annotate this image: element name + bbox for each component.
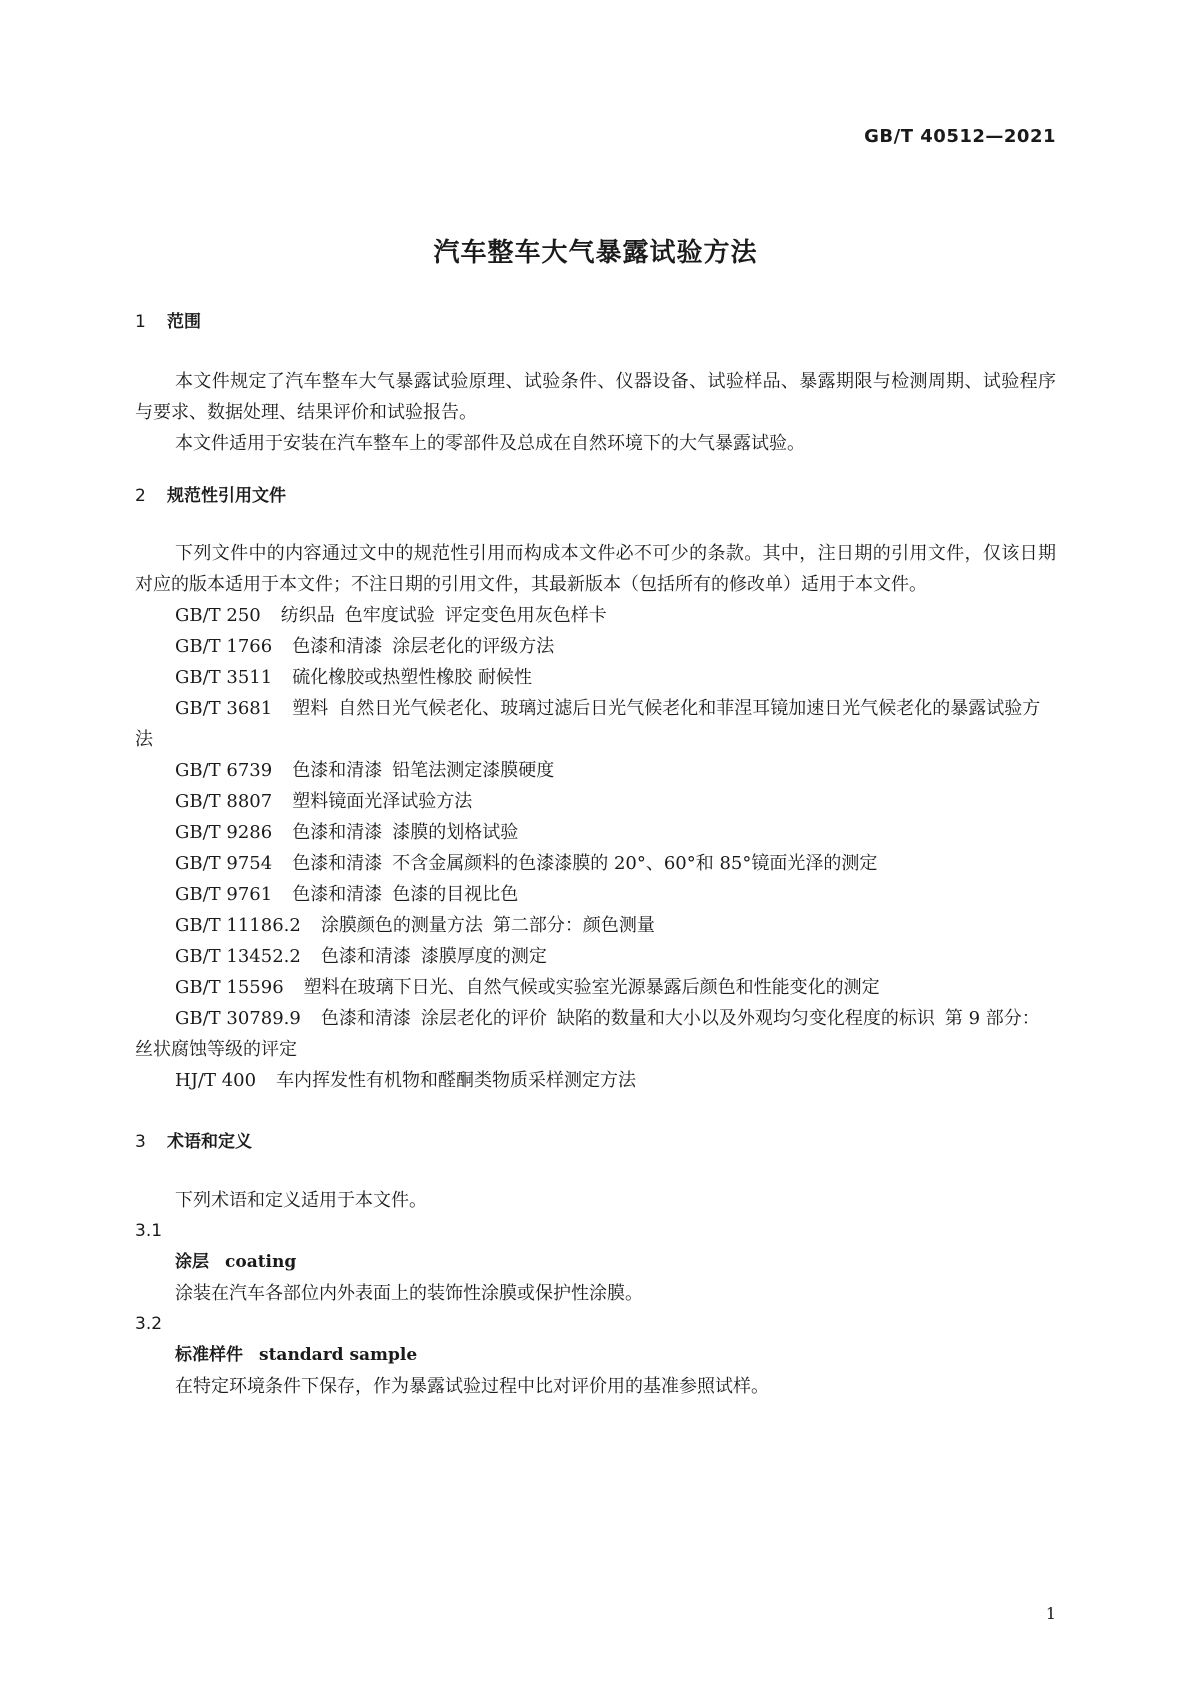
reference-title-part: 色漆和清漆 — [320, 946, 411, 967]
reference-title-part: 色漆和清漆 — [320, 1008, 411, 1029]
reference-item — [135, 755, 1056, 786]
reference-title-part: 不含金属颜料的色漆漆膜的 20°、60°和 85°镜面光泽的测定 — [392, 853, 878, 874]
reference-item — [135, 941, 1056, 972]
section-heading — [135, 1130, 1056, 1154]
reference-item — [135, 786, 1056, 817]
reference-title-part: 塑料 — [292, 698, 329, 719]
section-number: 3 — [135, 1132, 146, 1152]
reference-title-part: 第 9 部分：丝状腐蚀等级的评定 — [135, 1008, 1040, 1060]
section-number: 2 — [135, 486, 146, 506]
reference-code: GB/T 9286 — [175, 822, 273, 843]
reference-title-part: 色漆和清漆 — [292, 853, 383, 874]
reference-code: GB/T 3681 — [175, 698, 273, 719]
reference-code: GB/T 1766 — [175, 636, 273, 657]
reference-title-part: 车内挥发性有机物和醛酮类物质采样测定方法 — [276, 1070, 637, 1091]
reference-title-part: 色漆和清漆 — [292, 884, 383, 905]
reference-item — [135, 848, 1056, 879]
reference-item — [135, 631, 1056, 662]
reference-title-part: 塑料镜面光泽试验方法 — [292, 791, 473, 812]
reference-item — [135, 662, 1056, 693]
reference-title-part: 铅笔法测定漆膜硬度 — [392, 760, 555, 781]
section-title: 范围 — [167, 312, 201, 332]
reference-item — [135, 1003, 1056, 1065]
reference-title-part: 色牢度试验 — [344, 605, 435, 626]
section-heading — [135, 310, 1056, 334]
reference-title-part: 自然日光气候老化、玻璃过滤后日光气候老化和菲涅耳镜加速日光气候老化的暴露试验方法 — [135, 698, 1041, 750]
section-terms — [135, 1130, 1056, 1154]
term-name-zh: 标准样件 — [175, 1345, 243, 1365]
paragraph: 本文件适用于安装在汽车整车上的零部件及总成在自然环境下的大气暴露试验。 — [175, 433, 805, 454]
term-name — [135, 1247, 1056, 1278]
reference-code: HJ/T 400 — [175, 1070, 257, 1091]
section-scope — [135, 310, 1056, 334]
reference-list — [135, 600, 1056, 1096]
reference-code: GB/T 9754 — [175, 853, 273, 874]
term-number: 3.1 — [135, 1221, 163, 1241]
reference-code: GB/T 30789.9 — [175, 1008, 301, 1029]
section-heading — [135, 484, 1056, 508]
reference-title-part: 色漆和清漆 — [292, 636, 383, 657]
page-number: 1 — [1045, 1604, 1056, 1623]
reference-title-part: 涂膜颜色的测量方法 — [320, 915, 483, 936]
reference-title-part: 漆膜厚度的测定 — [420, 946, 547, 967]
section-title: 规范性引用文件 — [167, 486, 286, 506]
reference-title-part: 涂层老化的评级方法 — [392, 636, 555, 657]
term-name — [135, 1340, 1056, 1371]
reference-code: GB/T 11186.2 — [175, 915, 301, 936]
reference-title-part: 漆膜的划格试验 — [392, 822, 519, 843]
paragraph: 下列术语和定义适用于本文件。 — [175, 1190, 427, 1211]
reference-item — [135, 879, 1056, 910]
reference-title-part: 第二部分：颜色测量 — [492, 915, 655, 936]
reference-title-part: 塑料在玻璃下日光、自然气候或实验室光源暴露后颜色和性能变化的测定 — [303, 977, 880, 998]
reference-item — [135, 972, 1056, 1003]
term-definition: 在特定环境条件下保存，作为暴露试验过程中比对评价用的基准参照试样。 — [175, 1376, 769, 1397]
term-name-en: standard sample — [259, 1345, 418, 1365]
reference-code: GB/T 15596 — [175, 977, 284, 998]
reference-title-part: 缺陷的数量和大小以及外观均匀变化程度的标识 — [556, 1008, 935, 1029]
reference-item — [135, 693, 1056, 755]
reference-title-part: 涂层老化的评价 — [420, 1008, 547, 1029]
term-definition: 涂装在汽车各部位内外表面上的装饰性涂膜或保护性涂膜。 — [175, 1283, 643, 1304]
paragraph: 本文件规定了汽车整车大气暴露试验原理、试验条件、仪器设备、试验样品、暴露期限与检测周期、试验程序与要求、数据处理、结果评价和试验报告。 — [135, 371, 1056, 423]
reference-item — [135, 910, 1056, 941]
document-title: 汽车整车大气暴露试验方法 — [433, 238, 758, 268]
section-normative-references-body — [135, 538, 1056, 1096]
reference-code: GB/T 9761 — [175, 884, 273, 905]
reference-title-part: 色漆和清漆 — [292, 760, 383, 781]
paragraph: 下列文件中的内容通过文中的规范性引用而构成本文件必不可少的条款。其中，注日期的引用文件，仅该日期对应的版本适用于本文件；不注日期的引用文件，其最新版本（包括所有的修改单）适用于本文件。 — [135, 543, 1056, 595]
section-normative-references — [135, 484, 1056, 508]
section-terms-body — [135, 1185, 1056, 1402]
reference-title-part: 评定变色用灰色样卡 — [444, 605, 607, 626]
section-number: 1 — [135, 312, 146, 332]
reference-item — [135, 817, 1056, 848]
standard-number: GB/T 40512—2021 — [864, 126, 1056, 147]
reference-code: GB/T 6739 — [175, 760, 273, 781]
reference-code: GB/T 250 — [175, 605, 261, 626]
reference-title-part: 硫化橡胶或热塑性橡胶 耐候性 — [292, 667, 532, 688]
reference-title-part: 色漆的目视比色 — [392, 884, 519, 905]
reference-title-part: 纺织品 — [280, 605, 335, 626]
section-title: 术语和定义 — [167, 1132, 252, 1152]
term-name-en: coating — [225, 1252, 297, 1272]
section-scope-body — [135, 366, 1056, 459]
term-name-zh: 涂层 — [175, 1252, 209, 1272]
term-number: 3.2 — [135, 1314, 163, 1334]
reference-title-part: 色漆和清漆 — [292, 822, 383, 843]
reference-code: GB/T 3511 — [175, 667, 273, 688]
reference-code: GB/T 13452.2 — [175, 946, 301, 967]
reference-code: GB/T 8807 — [175, 791, 273, 812]
reference-item — [135, 1065, 1056, 1096]
reference-item — [135, 600, 1056, 631]
